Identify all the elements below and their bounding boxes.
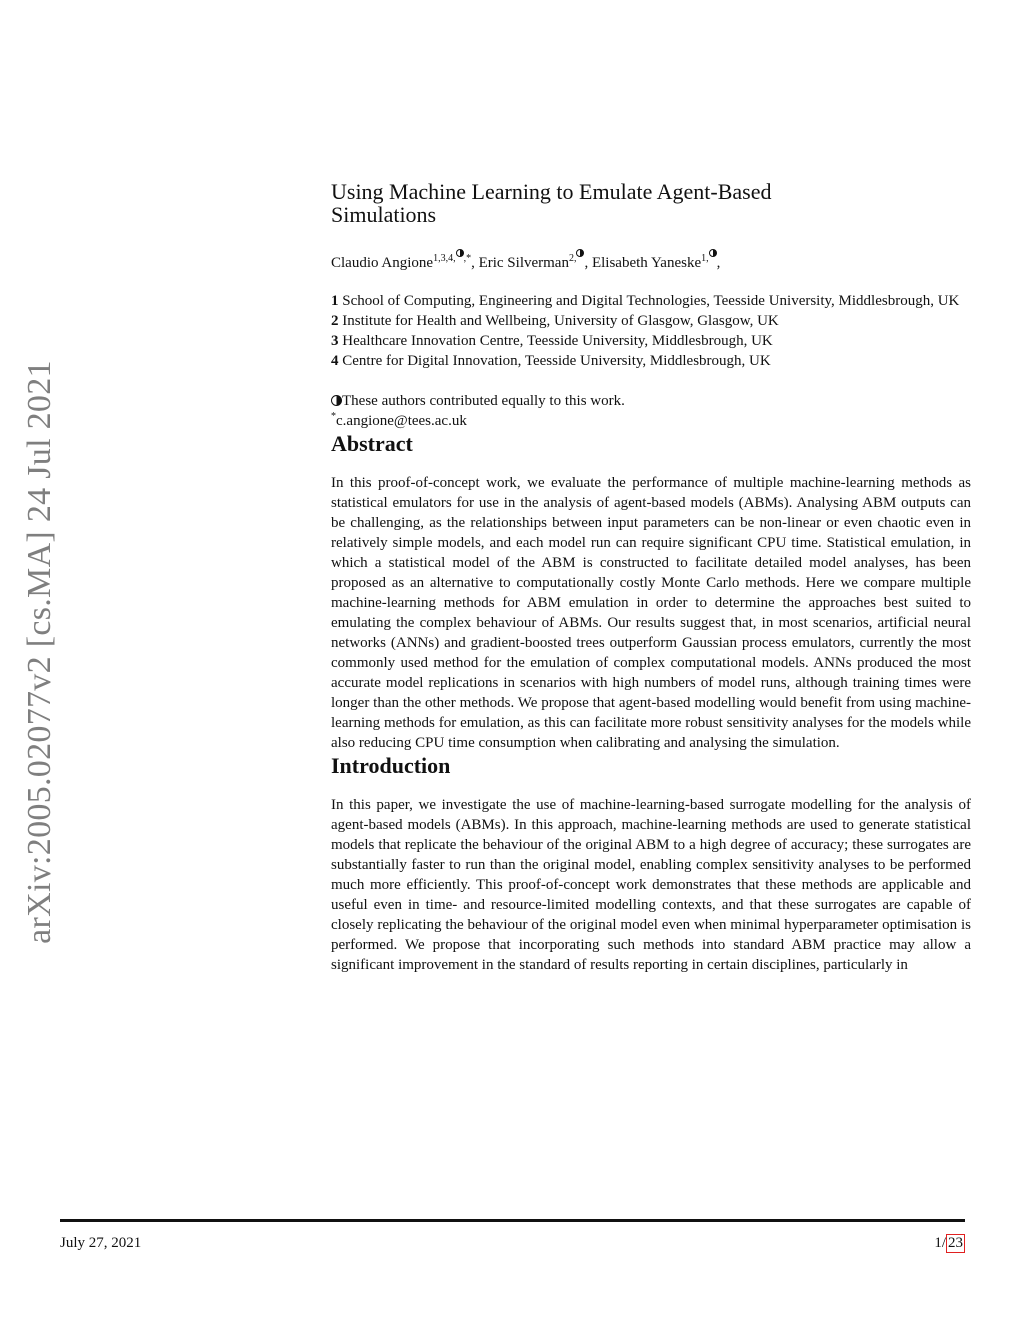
author-affiliation-markers	[701, 253, 717, 264]
equal-contribution-icon	[331, 395, 342, 406]
arxiv-identifier-stamp: arXiv:2005.02077v2 [cs.MA] 24 Jul 2021	[21, 360, 58, 944]
author-affiliation-markers	[433, 253, 471, 264]
abstract-text: In this proof-of-concept work, we evaluate the performance of multiple machine-learning methods as statistical emulators for use in the analysis of agent-based models (ABMs). Analysing ABM outputs can be challenging, as the relationships between input parameters can be non-linear or even chaotic even in relatively simple models, and each model run can require significant CPU time. Statistical emulation, in which a statistical model of the ABM is constructed to facilitate detailed model analyses, has been proposed as an alternative to computationally costly Monte Carlo methods. Here we compare multiple machine-learning methods for ABM emulation in order to determine the approaches best suited to emulating the complex behaviour of ABMs. Our results suggest that, in most scenarios, artificial neural networks (ANNs) and gradient-boosted trees outperform Gaussian process emulators, currently the most commonly used method for the emulation of complex computational models. ANNs produced the most accurate model replications in scenarios with high numbers of model runs, although training times were longer than the other methods. We propose that agent-based modelling would benefit from using machine-learning methods for emulation, as this can facilitate more robust sensitivity analyses for the models while also reducing CPU time consumption when calibrating and analysing the simulation.	[331, 475, 971, 751]
current-page: 1	[934, 1235, 942, 1251]
author-separator: ,	[716, 255, 721, 271]
author-name: Eric Silverman	[478, 255, 569, 271]
author-name: Elisabeth Yaneske	[591, 255, 702, 271]
introduction-heading: Introduction	[331, 753, 451, 778]
affiliation-item	[331, 351, 971, 371]
author-list	[331, 249, 971, 273]
author-separator: ,	[584, 255, 592, 271]
affiliation-item	[331, 331, 971, 351]
equal-contribution-note	[331, 391, 971, 411]
author-affiliation-markers	[569, 253, 585, 264]
correspondence-email[interactable]: c.angione@tees.ac.uk	[336, 413, 467, 429]
affiliation-text: Healthcare Innovation Centre, Teesside University, Middlesbrough, UK	[342, 333, 773, 349]
page-number	[934, 1233, 965, 1253]
paper-first-page	[331, 180, 971, 975]
affiliation-list	[331, 291, 971, 371]
affiliation-number: 4	[331, 353, 339, 369]
equal-contribution-text: These authors contributed equally to this work.	[342, 393, 625, 409]
affiliation-item	[331, 311, 971, 331]
author-separator: ,	[471, 255, 479, 271]
total-pages-link[interactable]: 23	[948, 1235, 963, 1251]
affiliation-numbers: 1,3,4,	[433, 253, 456, 264]
introduction-text: In this paper, we investigate the use of machine-learning-based surrogate modelling for the analysis of agent-based models (ABMs). In this approach, machine-learning methods are used to generate statistical models that replicate the behaviour of the original ABM to a high degree of accuracy; these surrogates are substantially faster to run than the original model, enabling complex sensitivity analyses to be performed much more efficiently. This proof-of-concept work demonstrates that these methods are applicable and useful even in time- and resource-limited modelling contexts, and that these surrogates are capable of closely replicating the behaviour of the original model even when minimal hyperparameter optimisation is performed. We propose that incorporating such methods into standard ABM practice may allow a significant improvement in the standard of results reporting in certain disciplines, particularly in	[331, 797, 971, 973]
affiliation-text: Centre for Digital Innovation, Teesside University, Middlesbrough, UK	[342, 353, 771, 369]
affiliation-number: 1	[331, 293, 339, 309]
paper-title: Using Machine Learning to Emulate Agent-Based Simulations	[331, 179, 772, 227]
author-name: Claudio Angione	[331, 255, 434, 271]
affiliation-text: School of Computing, Engineering and Digital Technologies, Teesside University, Middlesbrough, UK	[342, 293, 960, 309]
correspondence-note	[331, 411, 971, 431]
affiliation-numbers: 1,	[701, 253, 709, 264]
correspondence-marker: *	[331, 411, 336, 422]
footer-date: July 27, 2021	[60, 1235, 142, 1251]
equal-contribution-icon	[709, 249, 717, 257]
affiliation-number: 3	[331, 333, 339, 349]
affiliation-item	[331, 291, 971, 311]
footer-divider	[60, 1219, 965, 1222]
abstract-heading: Abstract	[331, 431, 413, 456]
corresponding-marker: ,*	[463, 253, 472, 264]
affiliation-number: 2	[331, 313, 339, 329]
affiliation-text: Institute for Health and Wellbeing, University of Glasgow, Glasgow, UK	[342, 313, 779, 329]
author-notes	[331, 391, 971, 431]
affiliation-numbers: 2,	[568, 253, 577, 264]
equal-contribution-icon	[456, 249, 464, 257]
page-separator: /	[941, 1235, 946, 1251]
